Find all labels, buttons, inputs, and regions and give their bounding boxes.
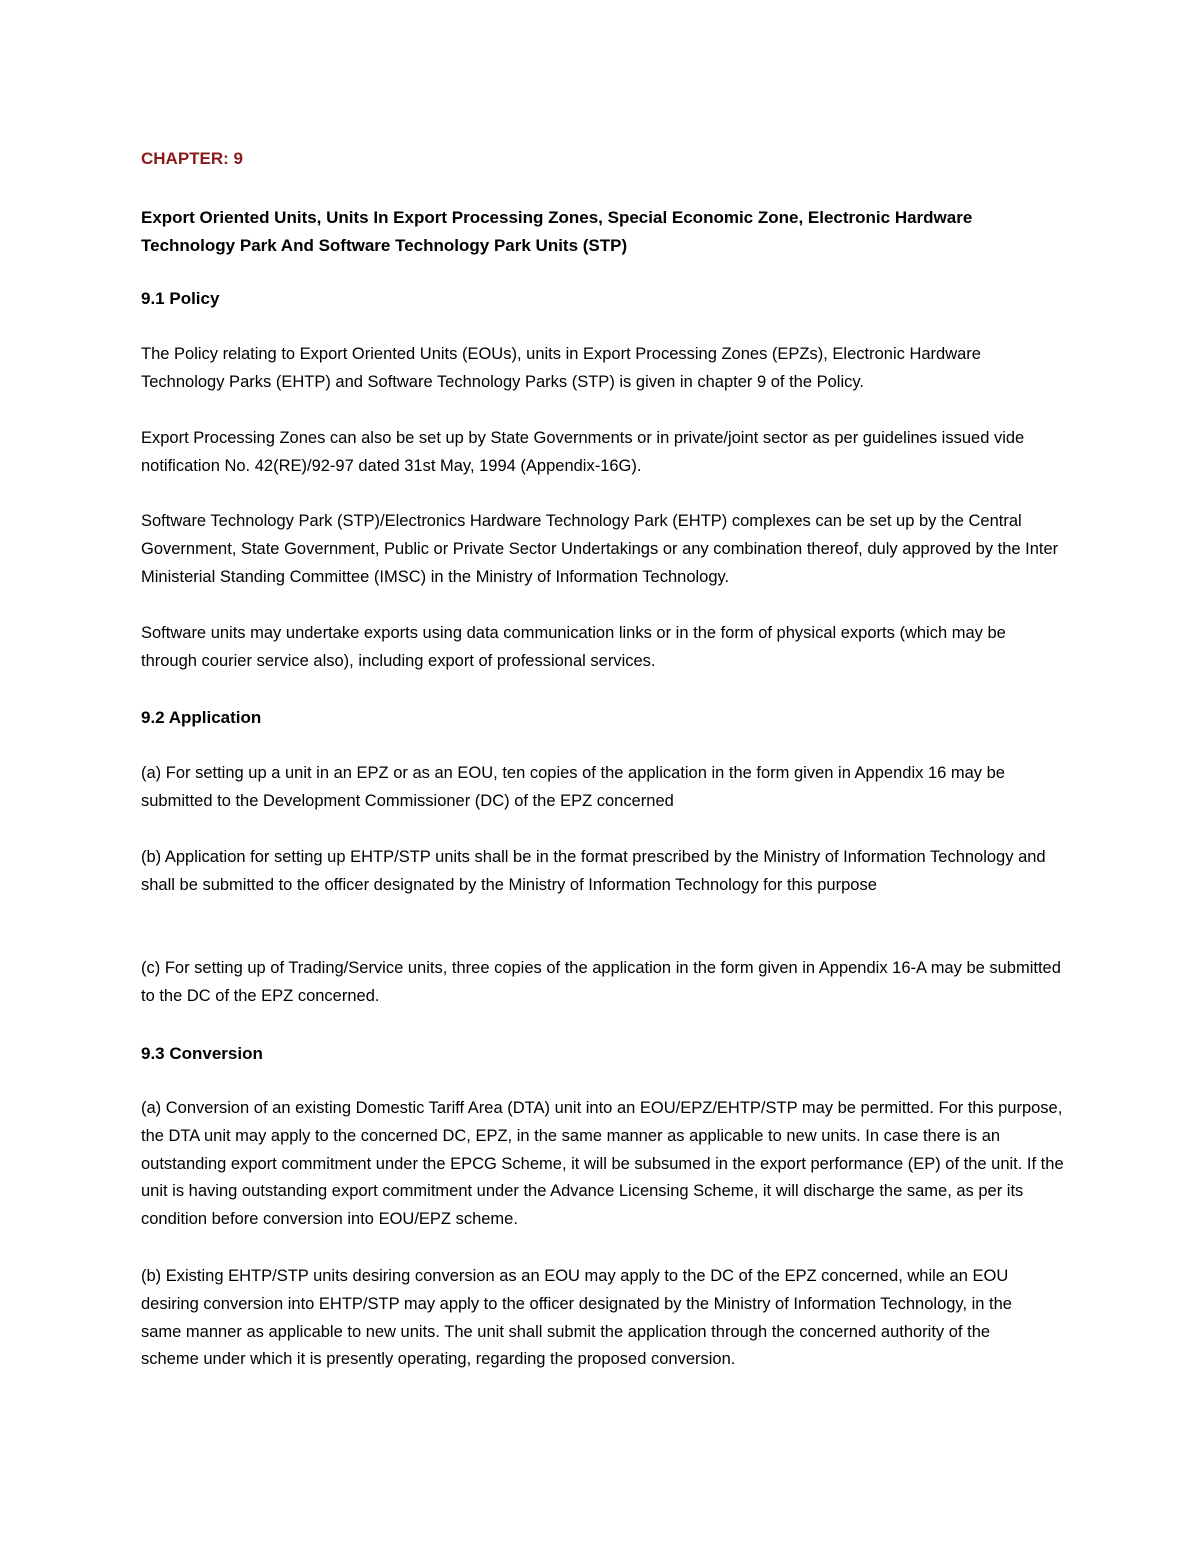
document-title: Export Oriented Units, Units In Export Processing Zones, Special Economic Zone, Electronic Hardware Technology Park And Software Technology Park Units (STP) — [141, 208, 973, 255]
application-paragraph-b: (b) Application for setting up EHTP/STP units shall be in the format prescribed by the Ministry of Information Technology and shall be submitted to the officer designated by the Ministry of Information Technology for this purpose — [141, 848, 1046, 894]
policy-paragraph-2: Export Processing Zones can also be set up by State Governments or in private/joint sector as per guidelines issued vide notification No. 42(RE)/92-97 dated 31st May, 1994 (Appendix-16G). — [141, 429, 1025, 475]
conversion-paragraph-a: (a) Conversion of an existing Domestic Tariff Area (DTA) unit into an EOU/EPZ/EHTP/STP may be permitted. For this purpose, the DTA unit may apply to the concerned DC, EPZ, in the same manner as applicable to new units. In case there is an outstanding export commitment under the EPCG Scheme, it will be subsumed in the export performance (EP) of the unit. If the unit is having outstanding export commitment under the Advance Licensing Scheme, it will discharge the same, as per its condition before conversion into EOU/EPZ scheme. — [141, 1099, 1064, 1229]
policy-paragraph-1: The Policy relating to Export Oriented Units (EOUs), units in Export Processing Zones (EPZs), Electronic Hardware Technology Parks (EHTP) and Software Technology Parks (STP) is given in chapter 9 of the Policy. — [141, 345, 981, 391]
application-paragraph-a: (a) For setting up a unit in an EPZ or as an EOU, ten copies of the application in the form given in Appendix 16 may be submitted to the Development Commissioner (DC) of the EPZ concerned — [141, 764, 1005, 810]
policy-paragraph-3: Software Technology Park (STP)/Electronics Hardware Technology Park (EHTP) complexes can be set up by the Central Government, State Government, Public or Private Sector Undertakings or any combination thereof, duly approved by the Inter Ministerial Standing Committee (IMSC) in the Ministry of Information Technology. — [141, 512, 1059, 586]
chapter-label: CHAPTER: 9 — [141, 149, 244, 168]
section-heading-policy: 9.1 Policy — [141, 289, 220, 308]
conversion-paragraph-b: (b) Existing EHTP/STP units desiring conversion as an EOU may apply to the DC of the EPZ concerned, while an EOU desiring conversion into EHTP/STP may apply to the officer designated by the Ministry of Information Technology, in the same manner as applicable to new units. The unit shall submit the application through the concerned authority of the scheme under which it is presently operating, regarding the proposed conversion. — [141, 1267, 1012, 1369]
policy-paragraph-4: Software units may undertake exports using data communication links or in the form of physical exports (which may be through courier service also), including export of professional services. — [141, 624, 1006, 670]
section-heading-conversion: 9.3 Conversion — [141, 1044, 263, 1063]
section-heading-application: 9.2 Application — [141, 708, 262, 727]
application-paragraph-c: (c) For setting up of Trading/Service units, three copies of the application in the form given in Appendix 16-A may be submitted to the DC of the EPZ concerned. — [141, 959, 1061, 1005]
